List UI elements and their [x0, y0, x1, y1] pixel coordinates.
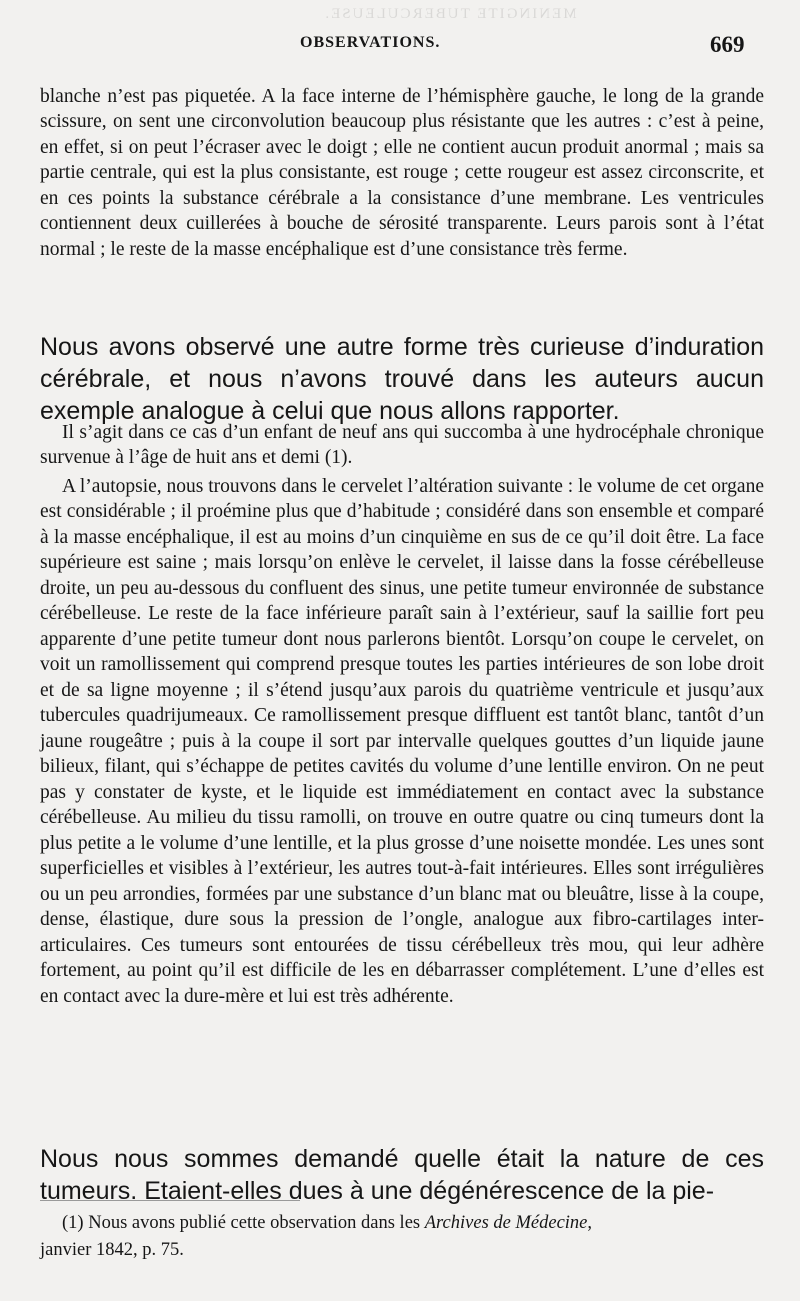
paragraph-case-intro: Il s’agit dans ce cas d’un enfant de neuf ans qui succomba à une hydrocéphale chronique survenue à l’âge de huit ans et demi (1). [40, 421, 764, 468]
footnote-journal-title: Archives de Médecine [424, 1213, 588, 1233]
page-header [0, 30, 800, 60]
footnote-marker: (1) [62, 1213, 84, 1233]
paragraph-tumor-question: Nous nous sommes demandé quelle était la nature de ces tumeurs. Etaient-elles dues à une dégénérescence de la pie- [40, 1145, 764, 1205]
bleed-through-text: MENINGITE TUBERCULEUSE. [323, 6, 577, 22]
page-number: 669 [710, 32, 745, 57]
footnote-citation-date: janvier 1842, p. 75. [40, 1240, 184, 1260]
footnote-text: Nous avons publié cette observation dans les [88, 1213, 421, 1233]
footnote-divider [40, 1200, 300, 1201]
paragraph-autopsy: A l’autopsie, nous trouvons dans le cervelet l’altération suivante : le volume de cet organe est considérable ; il proémine plus que d’habitude ; considéré dans son ensemble et comparé à la masse encéphalique, il est au moins d’un cinquième en sus de ce qu’il doit être. La face supérieure est saine ; mais lorsqu’on enlève le cervelet, il laisse dans la fosse cérébelleuse droite, un peu au-dessous du confluent des sinus, une petite tumeur environnée de substance cérébelleuse. Le reste de la face inférieure paraît sain à l’extérieur, sauf la saillie fort peu apparente d’une petite tumeur dont nous parlerons bientôt. Lorsqu’on coupe le cervelet, on voit un ramollissement qui comprend presque toutes les parties intérieures de son lobe droit et de sa ligne moyenne ; il s’étend jusqu’aux parois du quatrième ventricule et jusqu’aux tubercules quadrijumeaux. Ce ramollissement presque diffluent est tantôt blanc, tantôt d’un jaune rougeâtre ; puis à la coupe il sort par intervalle quelques gouttes d’un liquide jaune bilieux, filant, qui s’échappe de petites cavités du volume d’une lentille environ. On ne peut pas y constater de kyste, et le liquide est immédiatement en contact avec la substance cérébelleuse. Au milieu du tissu ramolli, on trouve en outre quatre ou cinq tumeurs dont la plus petite a le volume d’une lentille, et la plus grosse d’une noisette mondée. Les unes sont superficielles et visibles à l’extérieur, les autres tout-à-fait intérieures. Elles sont irrégulières ou un peu arrondies, formées par une substance d’un blanc mat ou bleuâtre, lisse à la coupe, dense, élastique, dure sous la pression de l’ongle, analogue aux fibro-cartilages inter-articulaires. Ces tumeurs sont entourées de tissu cérébelleux très mou, qui leur adhère fortement, au point qu’il est difficile de les en débarrasser complétement. L’une d’elles est en contact avec la dure-mère et lui est très adhérente. [40, 475, 764, 1007]
footnote-comma: , [587, 1213, 593, 1233]
paragraph-continued: blanche n’est pas piquetée. A la face interne de l’hémisphère gauche, le long de la grande scissure, on sent une circonvolution beaucoup plus résistante que les autres : c’est à peine, en effet, si on peut l’écraser avec le doigt ; elle ne contient aucun produit anormal ; mais sa partie centrale, qui est la plus consistante, est rouge ; cette rougeur est assez circonscrite, et en ces points la substance cérébrale a la consistance d’une membrane. Les ventricules contiennent deux cuillerées à bouche de sérosité transparente. Leurs parois sont à l’état normal ; le reste de la masse encéphalique est d’une consistance très ferme. [40, 85, 764, 260]
footnote [40, 1210, 762, 1264]
paragraph-induration-intro: Nous avons observé une autre forme très curieuse d’induration cérébrale, et nous n’avons trouvé dans les auteurs aucun exemple analogue à celui que nous allons rapporter. [40, 333, 764, 425]
running-title: OBSERVATIONS. [300, 34, 441, 51]
